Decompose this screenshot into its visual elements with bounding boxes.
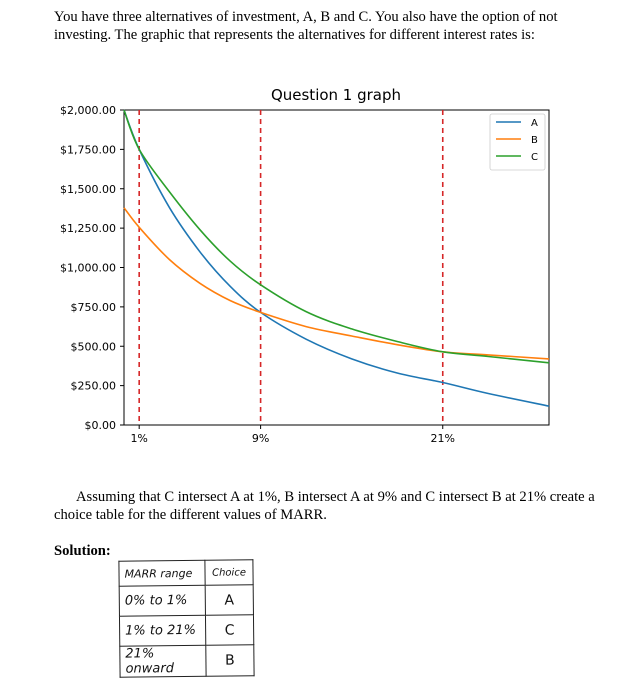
plot-area: [124, 110, 549, 425]
chart-title: Question 1 graph: [270, 86, 402, 104]
legend-label-b: B: [531, 135, 538, 146]
table-row: [120, 645, 254, 677]
choice-table: [119, 560, 254, 677]
legend-label-c: C: [531, 152, 538, 163]
table-row: [119, 615, 253, 646]
header-choice: Choice: [205, 560, 253, 586]
question-intro: You have three alternatives of investment, A, B and C. You also have the option of not investing. The graphic that represents the alternatives for different interest rates is:: [54, 9, 558, 43]
x-tick-label: 21%: [430, 432, 455, 445]
chart-legend: [490, 114, 545, 170]
header-marr-range: MARR range: [119, 560, 205, 586]
series-line-a: [124, 110, 549, 406]
y-axis: [60, 104, 124, 432]
series-lines: [124, 110, 549, 406]
y-tick-label: $1,000.00: [60, 261, 116, 275]
question-assumption: Assuming that C intersect A at 1%, B intersect A at 9% and C intersect B at 21% create a choice table for the different values of MARR.: [54, 489, 595, 523]
y-tick-label: $750.00: [70, 300, 116, 314]
y-tick-label: $1,250.00: [60, 222, 116, 236]
x-tick-label: 9%: [251, 432, 270, 445]
intersection-lines: [139, 110, 443, 425]
choice-cell: B: [206, 645, 254, 677]
choice-table-header-row: [119, 560, 253, 586]
x-tick-label: 1%: [130, 432, 148, 445]
series-line-b: [124, 208, 549, 359]
question-1-graph: [0, 80, 635, 460]
y-tick-label: $250.00: [70, 379, 116, 393]
marr-range-cell: 0% to 1%: [119, 585, 205, 616]
table-row: [119, 585, 253, 616]
y-tick-label: $1,750.00: [60, 143, 116, 157]
y-tick-label: $500.00: [70, 340, 116, 354]
y-tick-label: $1,500.00: [60, 182, 116, 196]
y-tick-label: $2,000.00: [60, 104, 116, 117]
y-tick-label: $0.00: [84, 419, 116, 432]
marr-range-cell: 1% to 21%: [119, 615, 205, 646]
marr-range-cell: 21% onward: [120, 645, 206, 677]
choice-cell: A: [205, 585, 253, 616]
solution-label: Solution:: [54, 543, 111, 559]
choice-cell: C: [205, 615, 253, 646]
x-axis: [130, 425, 455, 445]
legend-label-a: A: [531, 118, 538, 129]
